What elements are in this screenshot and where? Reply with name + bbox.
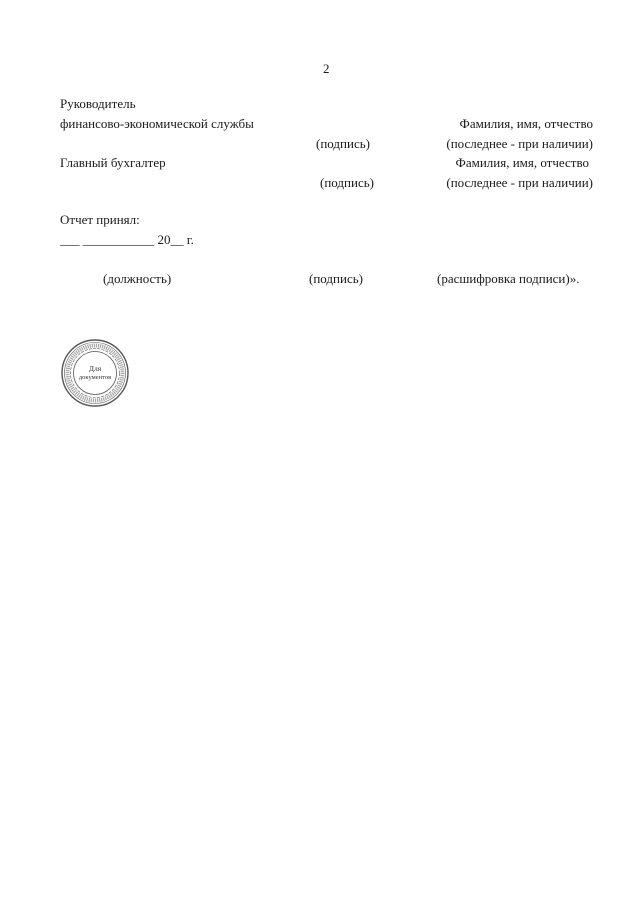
signature-caption: (подпись) <box>309 271 363 286</box>
head-title-line-2: финансово-экономической службы <box>60 116 254 131</box>
chief-accountant-title: Главный бухгалтер <box>60 155 166 170</box>
signature-decoding-caption: (расшифровка подписи)». <box>437 271 580 286</box>
chief-accountant-signature-caption: (подпись) <box>320 175 374 190</box>
position-caption: (должность) <box>103 271 172 286</box>
page-number: 2 <box>323 61 330 76</box>
chief-accountant-name-label: Фамилия, имя, отчество <box>455 155 589 170</box>
for-documents-stamp <box>60 338 130 408</box>
head-name-label: Фамилия, имя, отчество <box>459 116 593 131</box>
report-accepted-label: Отчет принял: <box>60 212 140 227</box>
head-title-line-1: Руководитель <box>60 96 136 111</box>
stamp-text-line-2: документов <box>78 374 112 381</box>
stamp-text-line-1: Для <box>88 364 102 373</box>
head-name-caption: (последнее - при наличии) <box>446 136 593 151</box>
report-accepted-date-line: ___ ___________ 20__ г. <box>60 232 194 247</box>
chief-accountant-name-caption: (последнее - при наличии) <box>446 175 593 190</box>
head-signature-caption: (подпись) <box>316 136 370 151</box>
